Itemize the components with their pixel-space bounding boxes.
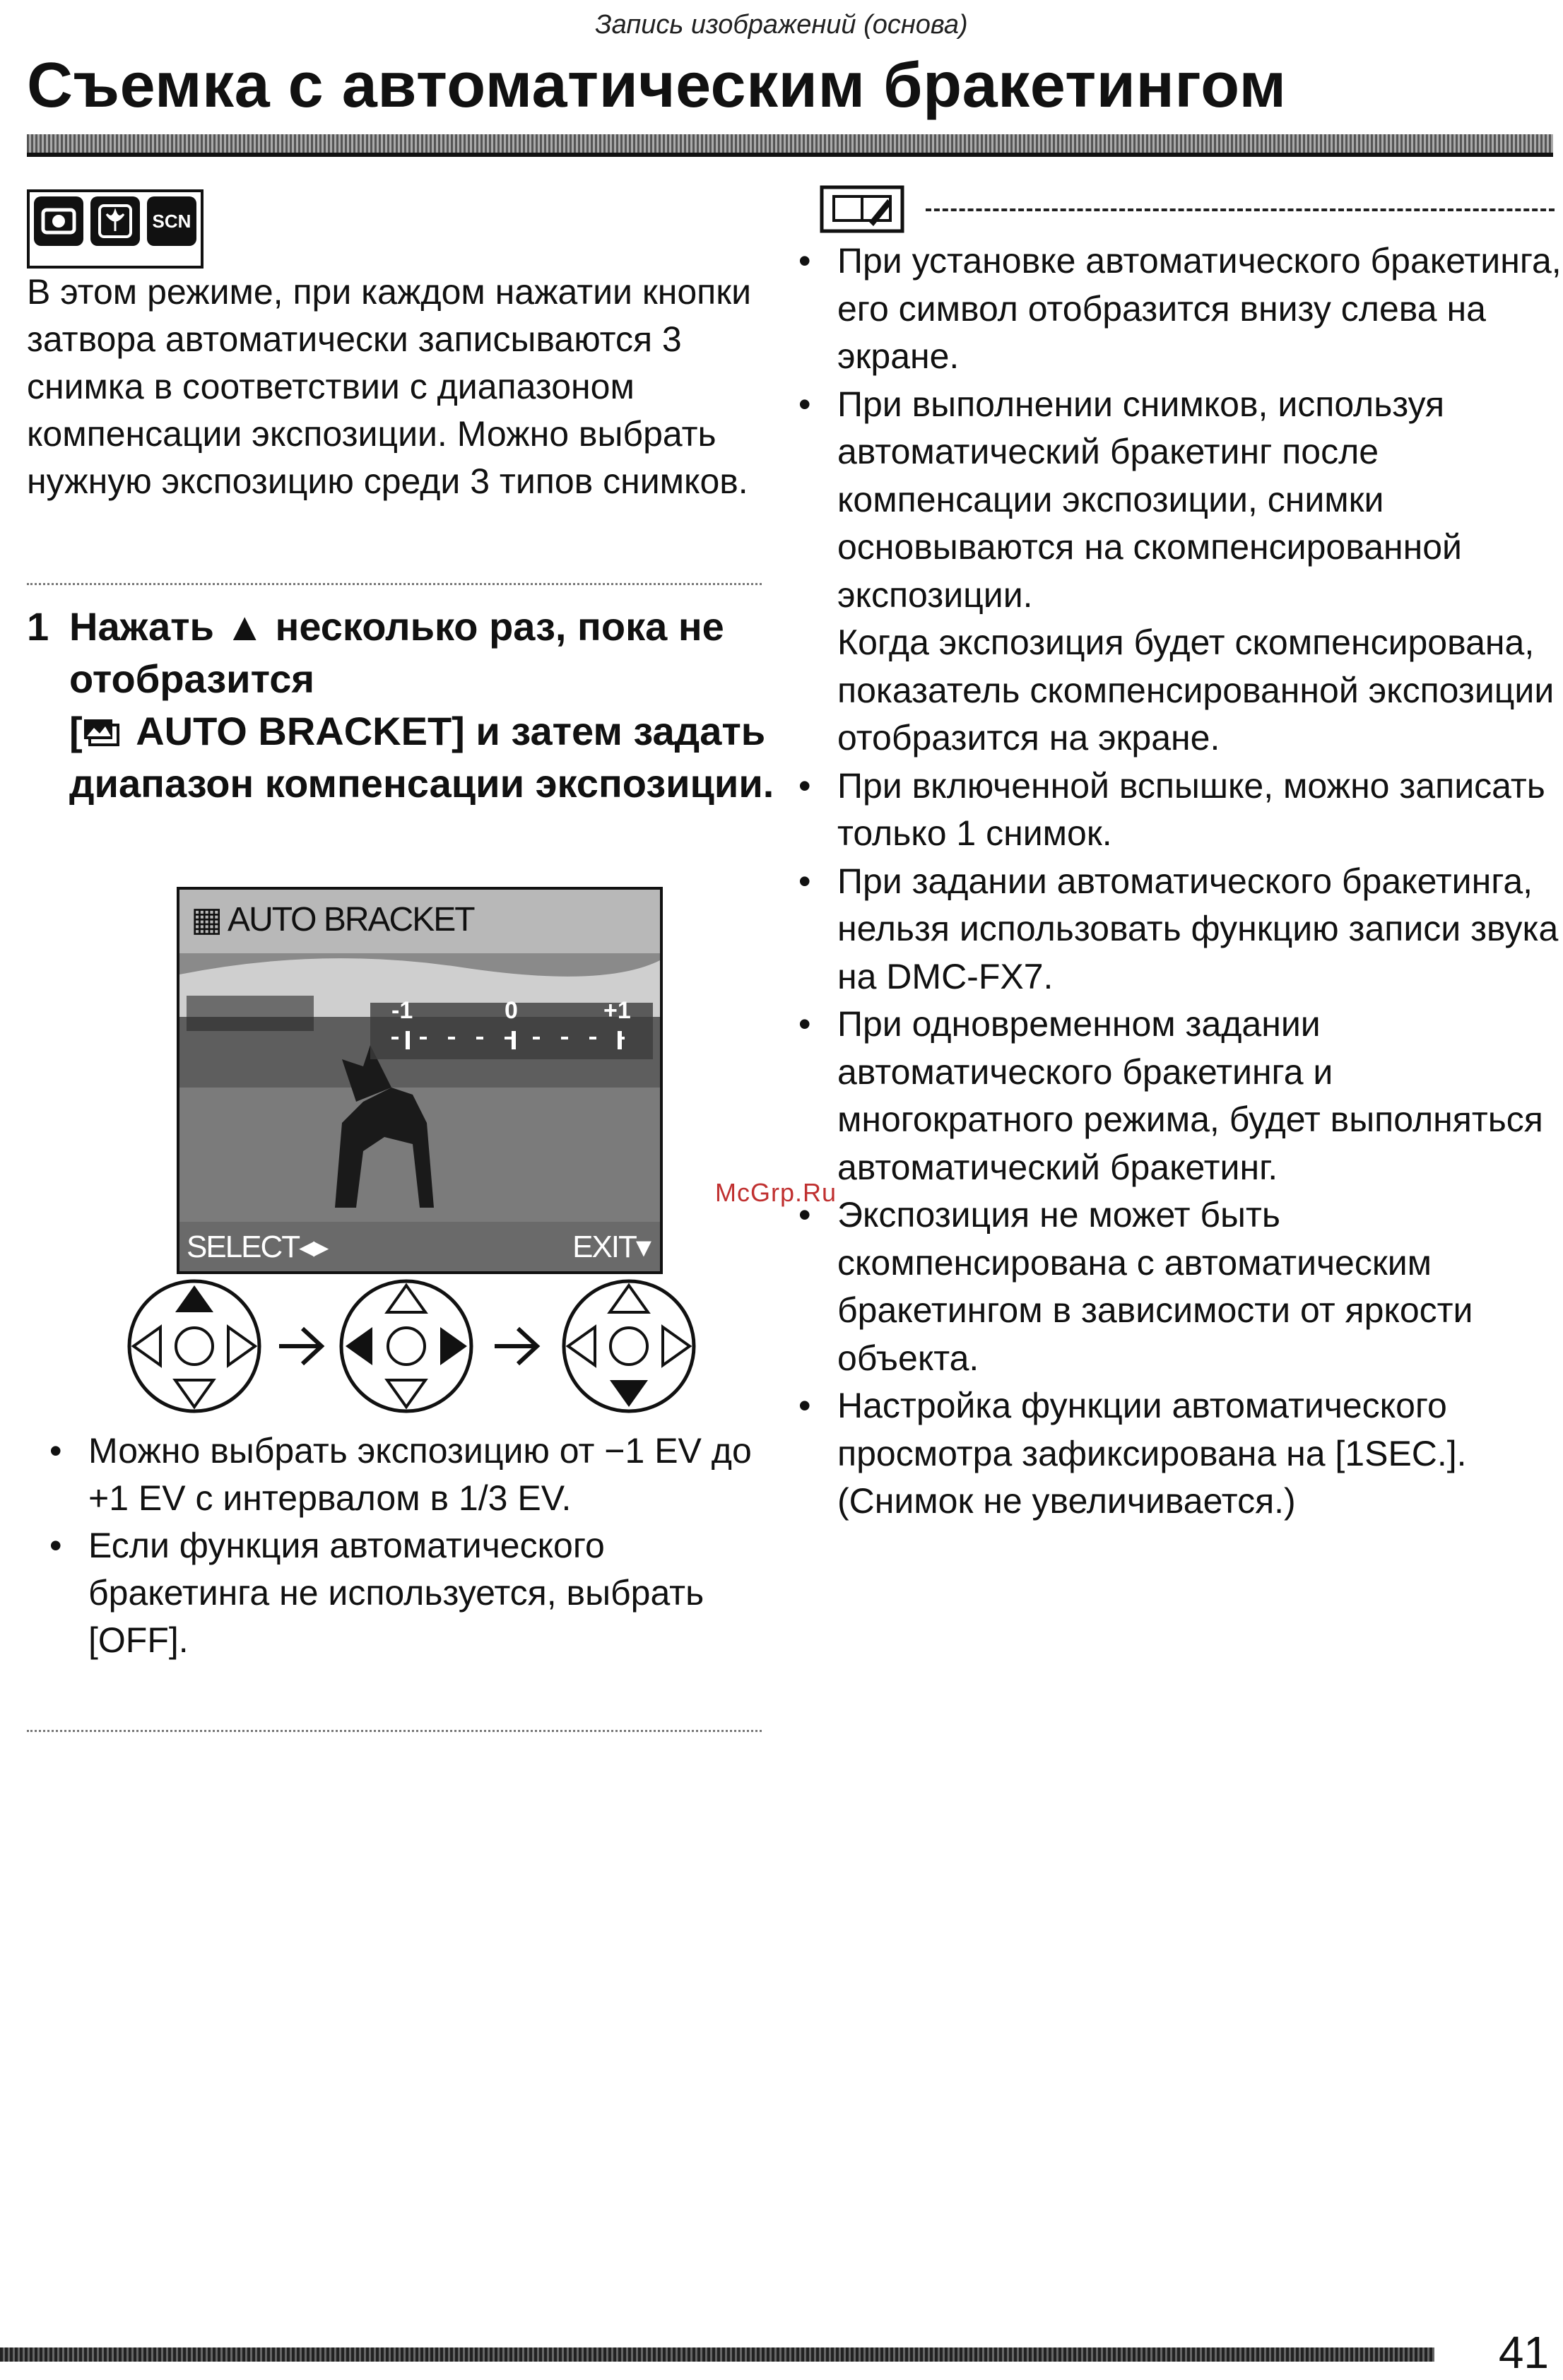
ev-mid-label: 0 [505,997,518,1024]
step-text-before: Нажать [69,604,214,649]
right-note-item: • Настройка функции автоматического просмотра зафиксирована на [1SEC.]. (Снимок не увеличивается.) [798,1382,1562,1526]
pad-left-right-icon [341,1281,471,1411]
arrow-right-icon [279,1329,322,1364]
right-note-item: • При установке автоматического бракетинга, его символ отобразится внизу слева на экране. [798,237,1562,381]
left-note-item: • Если функция автоматического бракетинга не используется, выбрать [OFF]. [49,1522,756,1664]
pad-up-icon [129,1281,259,1411]
cursor-pad-sequence [127,1276,714,1417]
page-title: Съемка с автоматическим бракетингом [27,50,1287,121]
screen-footer [179,1222,660,1271]
step-number: 1 [27,604,49,649]
page-number: 41 [1498,2327,1549,2378]
select-hint: SELECT◂▸ [187,1230,328,1264]
right-note-item: • При задании автоматического бракетинга, нельзя использовать функцию записи звука на DMC-FX7. [798,858,1562,1001]
ev-max-label: +1 [603,997,631,1024]
right-notes [798,237,1562,1526]
section-header: Запись изображений (основа) [595,10,968,40]
ev-min-label: -1 [391,997,413,1024]
step-1 [27,601,776,810]
footer-rule [0,2347,1434,2362]
right-note-item: • При выполнении снимков, используя автоматический бракетинг после компенсации экспозиции, снимки основываются на скомпенсированной экспозиции. [798,381,1562,620]
memo-icon [820,185,904,233]
scene-mode-icon: SCN [147,196,196,246]
screen-photo [179,890,660,1271]
watermark: McGrp.Ru [715,1178,837,1207]
step-text-after: несколько раз, пока не отобразится [69,604,724,701]
screen-title-text: AUTO BRACKET [228,901,474,938]
left-notes [49,1427,756,1664]
divider [27,583,762,585]
title-rule [27,134,1553,157]
mode-icons [27,189,204,269]
exit-hint: EXIT▾ [572,1230,650,1264]
up-arrow-icon: ▲ [225,604,264,649]
right-note-continuation: Когда экспозиция будет скомпенсирована, показатель скомпенсированной экспозиции отобразится на экране. [837,623,1555,758]
screen-title: ▦ AUTO BRACKET [191,901,474,938]
left-note-item: • Можно выбрать экспозицию от −1 EV до +1 EV с интервалом в 1/3 EV. [49,1427,756,1522]
step-bracket-open: [ [69,709,83,753]
divider [27,1730,762,1732]
camera-screen [177,887,663,1274]
right-note-item: • При одновременном задании автоматического бракетинга и многократного режима, будет выполняться автоматический бракетинг. [798,1001,1562,1191]
camera-mode-icon [34,196,83,246]
right-note-item: • При включенной вспышке, можно записать только 1 снимок. [798,762,1562,858]
macro-mode-icon [90,196,140,246]
auto-bracket-icon [83,709,125,753]
intro-text: В этом режиме, при каждом нажатии кнопки затвора автоматически записываются 3 снимка в соответствии с диапазоном компенсации экспозиции. Можно выбрать нужную экспозицию среди 3 типов снимков. [27,272,752,501]
right-note-item: • Экспозиция не может быть скомпенсирована с автоматическим бракетингом в зависимости от яркости объекта. [798,1191,1562,1382]
step-text-menu: AUTO BRACKET] и затем задать диапазон компенсации экспозиции. [69,709,774,806]
pad-down-icon [564,1281,694,1411]
arrow-right-icon [495,1329,537,1364]
memo-rule [926,208,1555,211]
